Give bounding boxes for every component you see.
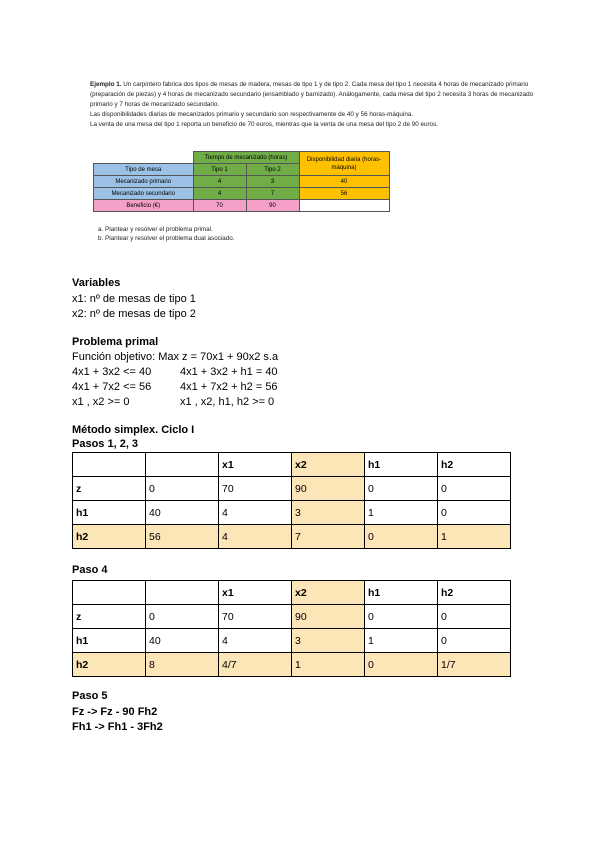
- table-row: h1 40 4 3 1 0: [73, 501, 511, 525]
- col-h2: h2: [438, 453, 511, 477]
- col-type1: Tipo 1: [193, 164, 246, 176]
- table-row: z 0 70 90 0 0: [73, 477, 511, 501]
- standard-constraint: x1 , x2, h1, h2 >= 0: [180, 396, 275, 408]
- table-header-row: [73, 581, 511, 605]
- simplex-table-1: [72, 452, 511, 549]
- variable-x1: x1: nº de mesas de tipo 1: [72, 293, 196, 305]
- step-5-heading: Paso 5: [72, 690, 108, 702]
- standard-constraint: 4x1 + 3x2 + h1 = 40: [180, 366, 278, 378]
- steps-123-heading: Pasos 1, 2, 3: [72, 438, 139, 450]
- row-label: Mecanizado secundario: [94, 188, 194, 200]
- table-row-pivot: h2 8 4/7 1 0 1/7: [73, 653, 511, 677]
- example-table: Tiempo de mecanizado (horas) Disponibilidad diaria (horas-máquina) Tipo de mesa Tipo 1 Tipo 2 Mecanizado primario 4 3 40 Mecanizado secundario 4 7 56 Beneficio (€) 70 90: [93, 151, 390, 212]
- simplex-table-2: [72, 580, 511, 677]
- variables-heading: Variables: [72, 277, 121, 289]
- example-title: Ejemplo 1.: [90, 81, 122, 88]
- col-h1: h1: [365, 453, 438, 477]
- variable-x2: x2: nº de mesas de tipo 2: [72, 308, 196, 320]
- col-type2: Tipo 2: [246, 164, 299, 176]
- example-paragraph-1: Ejemplo 1. Un carpintero fabrica dos tipos de mesas de madera, mesas de tipo 1 y de tipo 2. Cada mesa del tipo 1 necesita 4 horas de mecanizado primario (preparación de piezas) y 4 horas de mecanizado secundario (ensamblado y barnizado). Análogamente, cada mesa del tipo 2 necesita 3 horas de mecanizado primario y 7 horas de mecanizado secundario.: [90, 81, 534, 108]
- constraint: 4x1 + 3x2 <= 40: [72, 366, 152, 378]
- step-4-heading: Paso 4: [72, 564, 108, 576]
- col-h1: h1: [365, 581, 438, 605]
- row-label: Mecanizado primario: [94, 176, 194, 188]
- header-time: Tiempo de mecanizado (horas): [193, 152, 299, 164]
- col-x2: x2: [292, 453, 365, 477]
- col-x1: x1: [219, 453, 292, 477]
- example-statement: [90, 80, 540, 130]
- col-type: Tipo de mesa: [94, 164, 194, 176]
- table-row: z 0 70 90 0 0: [73, 605, 511, 629]
- col-h2: h2: [438, 581, 511, 605]
- table-row-pivot: h2 56 4 7 0 1: [73, 525, 511, 549]
- task-item: a. Plantear y resolver el problema primal.: [98, 226, 213, 233]
- constraint: x1 , x2 >= 0: [72, 396, 130, 408]
- primal-heading: Problema primal: [72, 336, 159, 348]
- row-operation: Fz -> Fz - 90 Fh2: [72, 706, 158, 718]
- task-list: [98, 225, 235, 243]
- objective-function: Función objetivo: Max z = 70x1 + 90x2 s.a: [72, 351, 279, 363]
- constraint: 4x1 + 7x2 <= 56: [72, 381, 152, 393]
- header-availability: Disponibilidad diaria (horas-máquina): [299, 152, 389, 176]
- task-item: b. Plantear y resolver el problema dual asociado.: [98, 235, 235, 242]
- col-x1: x1: [219, 581, 292, 605]
- example-paragraph-3: La venta de una mesa del tipo 1 reporta un beneficio de 70 euros, mientras que la venta de una mesa del tipo 2 de 90 euros.: [90, 121, 438, 128]
- benefit-label: Beneficio (€): [94, 200, 194, 212]
- row-operation: Fh1 -> Fh1 - 3Fh2: [72, 721, 163, 733]
- standard-constraint: 4x1 + 7x2 + h2 = 56: [180, 381, 278, 393]
- simplex-heading: Método simplex. Ciclo I: [72, 424, 195, 436]
- table-row: h1 40 4 3 1 0: [73, 629, 511, 653]
- example-paragraph-2: Las disponibilidades diarias de mecanizados primario y secundario son respectivamente de 40 y 56 horas-máquina.: [90, 111, 414, 118]
- table-header-row: [73, 453, 511, 477]
- col-x2: x2: [292, 581, 365, 605]
